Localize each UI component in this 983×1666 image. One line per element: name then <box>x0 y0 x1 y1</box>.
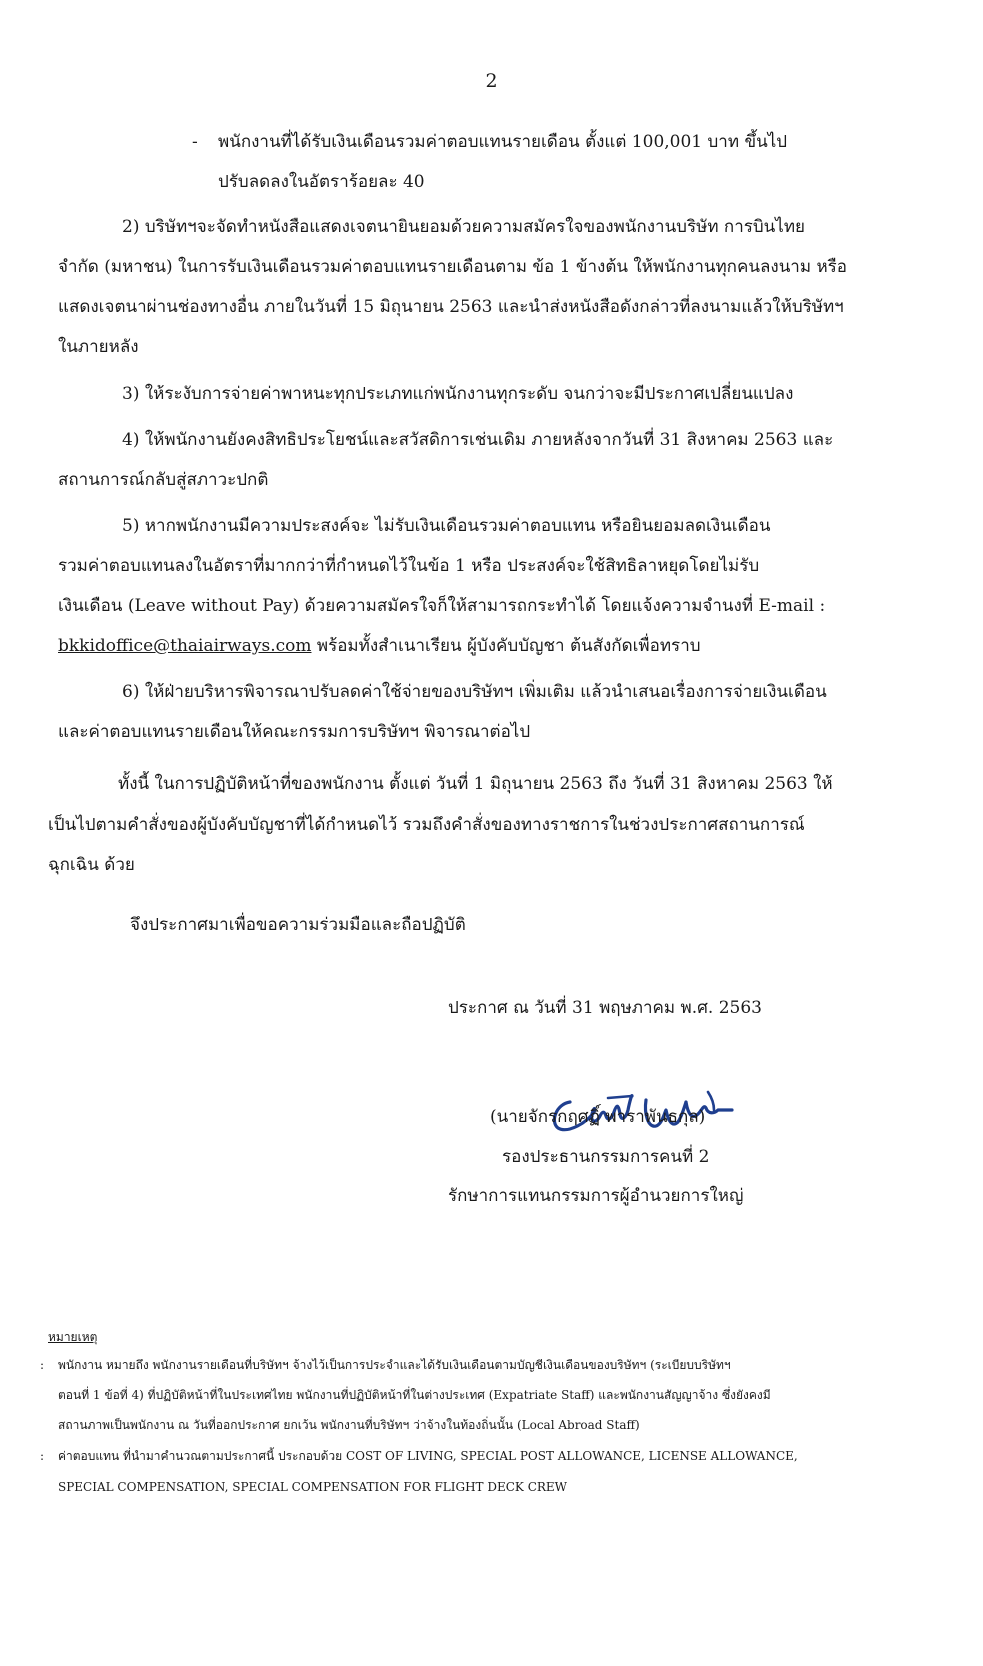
notes-heading: หมายเหตุ <box>48 1330 98 1344</box>
signer-title-1: รองประธานกรรมการคนที่ 2 <box>502 1147 710 1167</box>
note-1-line-3: สถานภาพเป็นพนักงาน ณ วันที่ออกประกาศ ยกเว้น พนักงานที่บริษัทฯ ว่าจ้างในท้องถิ่นนั้น (Local Abroad Staff) <box>58 1418 640 1432</box>
note-1-line-1: พนักงาน หมายถึง พนักงานรายเดือนที่บริษัทฯ จ้างไว้เป็นการประจำและได้รับเงินเดือนตามบัญชีเงินเดือนของบริษัทฯ (ระเบียบบริษัทฯ <box>58 1358 731 1372</box>
item-4-line-2: สถานการณ์กลับสู่สภาวะปกติ <box>58 470 269 490</box>
item-6-line-1: 6) ให้ฝ่ายบริหารพิจารณาปรับลดค่าใช้จ่ายของบริษัทฯ เพิ่มเติม แล้วนำเสนอเรื่องการจ่ายเงินเดือน <box>122 682 827 702</box>
item-2-line-2: จำกัด (มหาชน) ในการรับเงินเดือนรวมค่าตอบแทนรายเดือนตาม ข้อ 1 ข้างต้น ให้พนักงานทุกคนลงนาม หรือ <box>58 257 848 277</box>
bullet-line-2: ปรับลดลงในอัตราร้อยละ 40 <box>218 172 425 192</box>
signer-title-2: รักษาการแทนกรรมการผู้อำนวยการใหญ่ <box>448 1186 744 1206</box>
item-6-line-2: และค่าตอบแทนรายเดือนให้คณะกรรมการบริษัทฯ พิจารณาต่อไป <box>58 722 531 742</box>
note-2-line-2: SPECIAL COMPENSATION, SPECIAL COMPENSATION FOR FLIGHT DECK CREW <box>58 1480 568 1494</box>
date-line: ประกาศ ณ วันที่ 31 พฤษภาคม พ.ศ. 2563 <box>448 998 762 1018</box>
page-number: 2 <box>485 70 498 92</box>
bullet-dash: - <box>192 132 198 152</box>
item-5-line-4 <box>58 634 701 658</box>
announcement: จึงประกาศมาเพื่อขอความร่วมมือและถือปฏิบัติ <box>130 915 466 935</box>
item-2-line-1: 2) บริษัทฯจะจัดทำหนังสือแสดงเจตนายินยอมด้วยความสมัครใจของพนักงานบริษัท การบินไทย <box>122 217 806 237</box>
note-2-line-1: ค่าตอบแทน ที่นำมาคำนวณตามประกาศนี้ ประกอบด้วย COST OF LIVING, SPECIAL POST ALLOWANCE, LICENSE ALLOWANCE, <box>58 1449 798 1463</box>
item-2-line-3: แสดงเจตนาผ่านช่องทางอื่น ภายในวันที่ 15 มิถุนายน 2563 และนำส่งหนังสือดังกล่าวที่ลงนามแล้วให้บริษัทฯ <box>58 297 844 317</box>
note-1-line-2: ตอนที่ 1 ข้อที่ 4) ที่ปฏิบัติหน้าที่ในประเทศไทย พนักงานที่ปฏิบัติหน้าที่ในต่างประเทศ (Expatriate Staff) และพนักงานสัญญาจ้าง ซึ่งยังคงมี <box>58 1388 771 1402</box>
item-2-line-4: ในภายหลัง <box>58 337 139 357</box>
note-1-marker: : <box>40 1358 45 1372</box>
item-3: 3) ให้ระงับการจ่ายค่าพาหนะทุกประเภทแก่พนักงานทุกระดับ จนกว่าจะมีประกาศเปลี่ยนแปลง <box>122 384 794 404</box>
item-4-line-1: 4) ให้พนักงานยังคงสิทธิประโยชน์และสวัสดิการเช่นเดิม ภายหลังจากวันที่ 31 สิงหาคม 2563 และ <box>122 430 834 450</box>
item-5-line-2: รวมค่าตอบแทนลงในอัตราที่มากกว่าที่กำหนดไว้ในข้อ 1 หรือ ประสงค์จะใช้สิทธิลาหยุดโดยไม่รับ <box>58 556 760 576</box>
closing-line-2: เป็นไปตามคำสั่งของผู้บังคับบัญชาที่ได้กำหนดไว้ รวมถึงคำสั่งของทางราชการในช่วงประกาศสถานการณ์ <box>48 815 805 835</box>
note-2-marker: : <box>40 1449 45 1463</box>
signer-name: (นายจักรกฤศฏิ์ พาราพันธกุล) <box>490 1107 706 1127</box>
item-5-line-1: 5) หากพนักงานมีความประสงค์จะ ไม่รับเงินเดือนรวมค่าตอบแทน หรือยินยอมลดเงินเดือน <box>122 516 771 536</box>
item-5-tail: พร้อมทั้งสำเนาเรียน ผู้บังคับบัญชา ต้นสังกัดเพื่อทราบ <box>311 636 701 656</box>
bullet-line-1: พนักงานที่ได้รับเงินเดือนรวมค่าตอบแทนรายเดือน ตั้งแต่ 100,001 บาท ขึ้นไป <box>218 132 788 152</box>
email-link[interactable]: bkkidoffice@thaiairways.com <box>58 636 312 656</box>
closing-line-1: ทั้งนี้ ในการปฏิบัติหน้าที่ของพนักงาน ตั้งแต่ วันที่ 1 มิถุนายน 2563 ถึง วันที่ 31 สิงหาคม 2563 ให้ <box>118 774 833 794</box>
item-5-line-3: เงินเดือน (Leave without Pay) ด้วยความสมัครใจก็ให้สามารถกระทำได้ โดยแจ้งความจำนงที่ E-mail : <box>58 596 826 616</box>
closing-line-3: ฉุกเฉิน ด้วย <box>48 855 135 875</box>
